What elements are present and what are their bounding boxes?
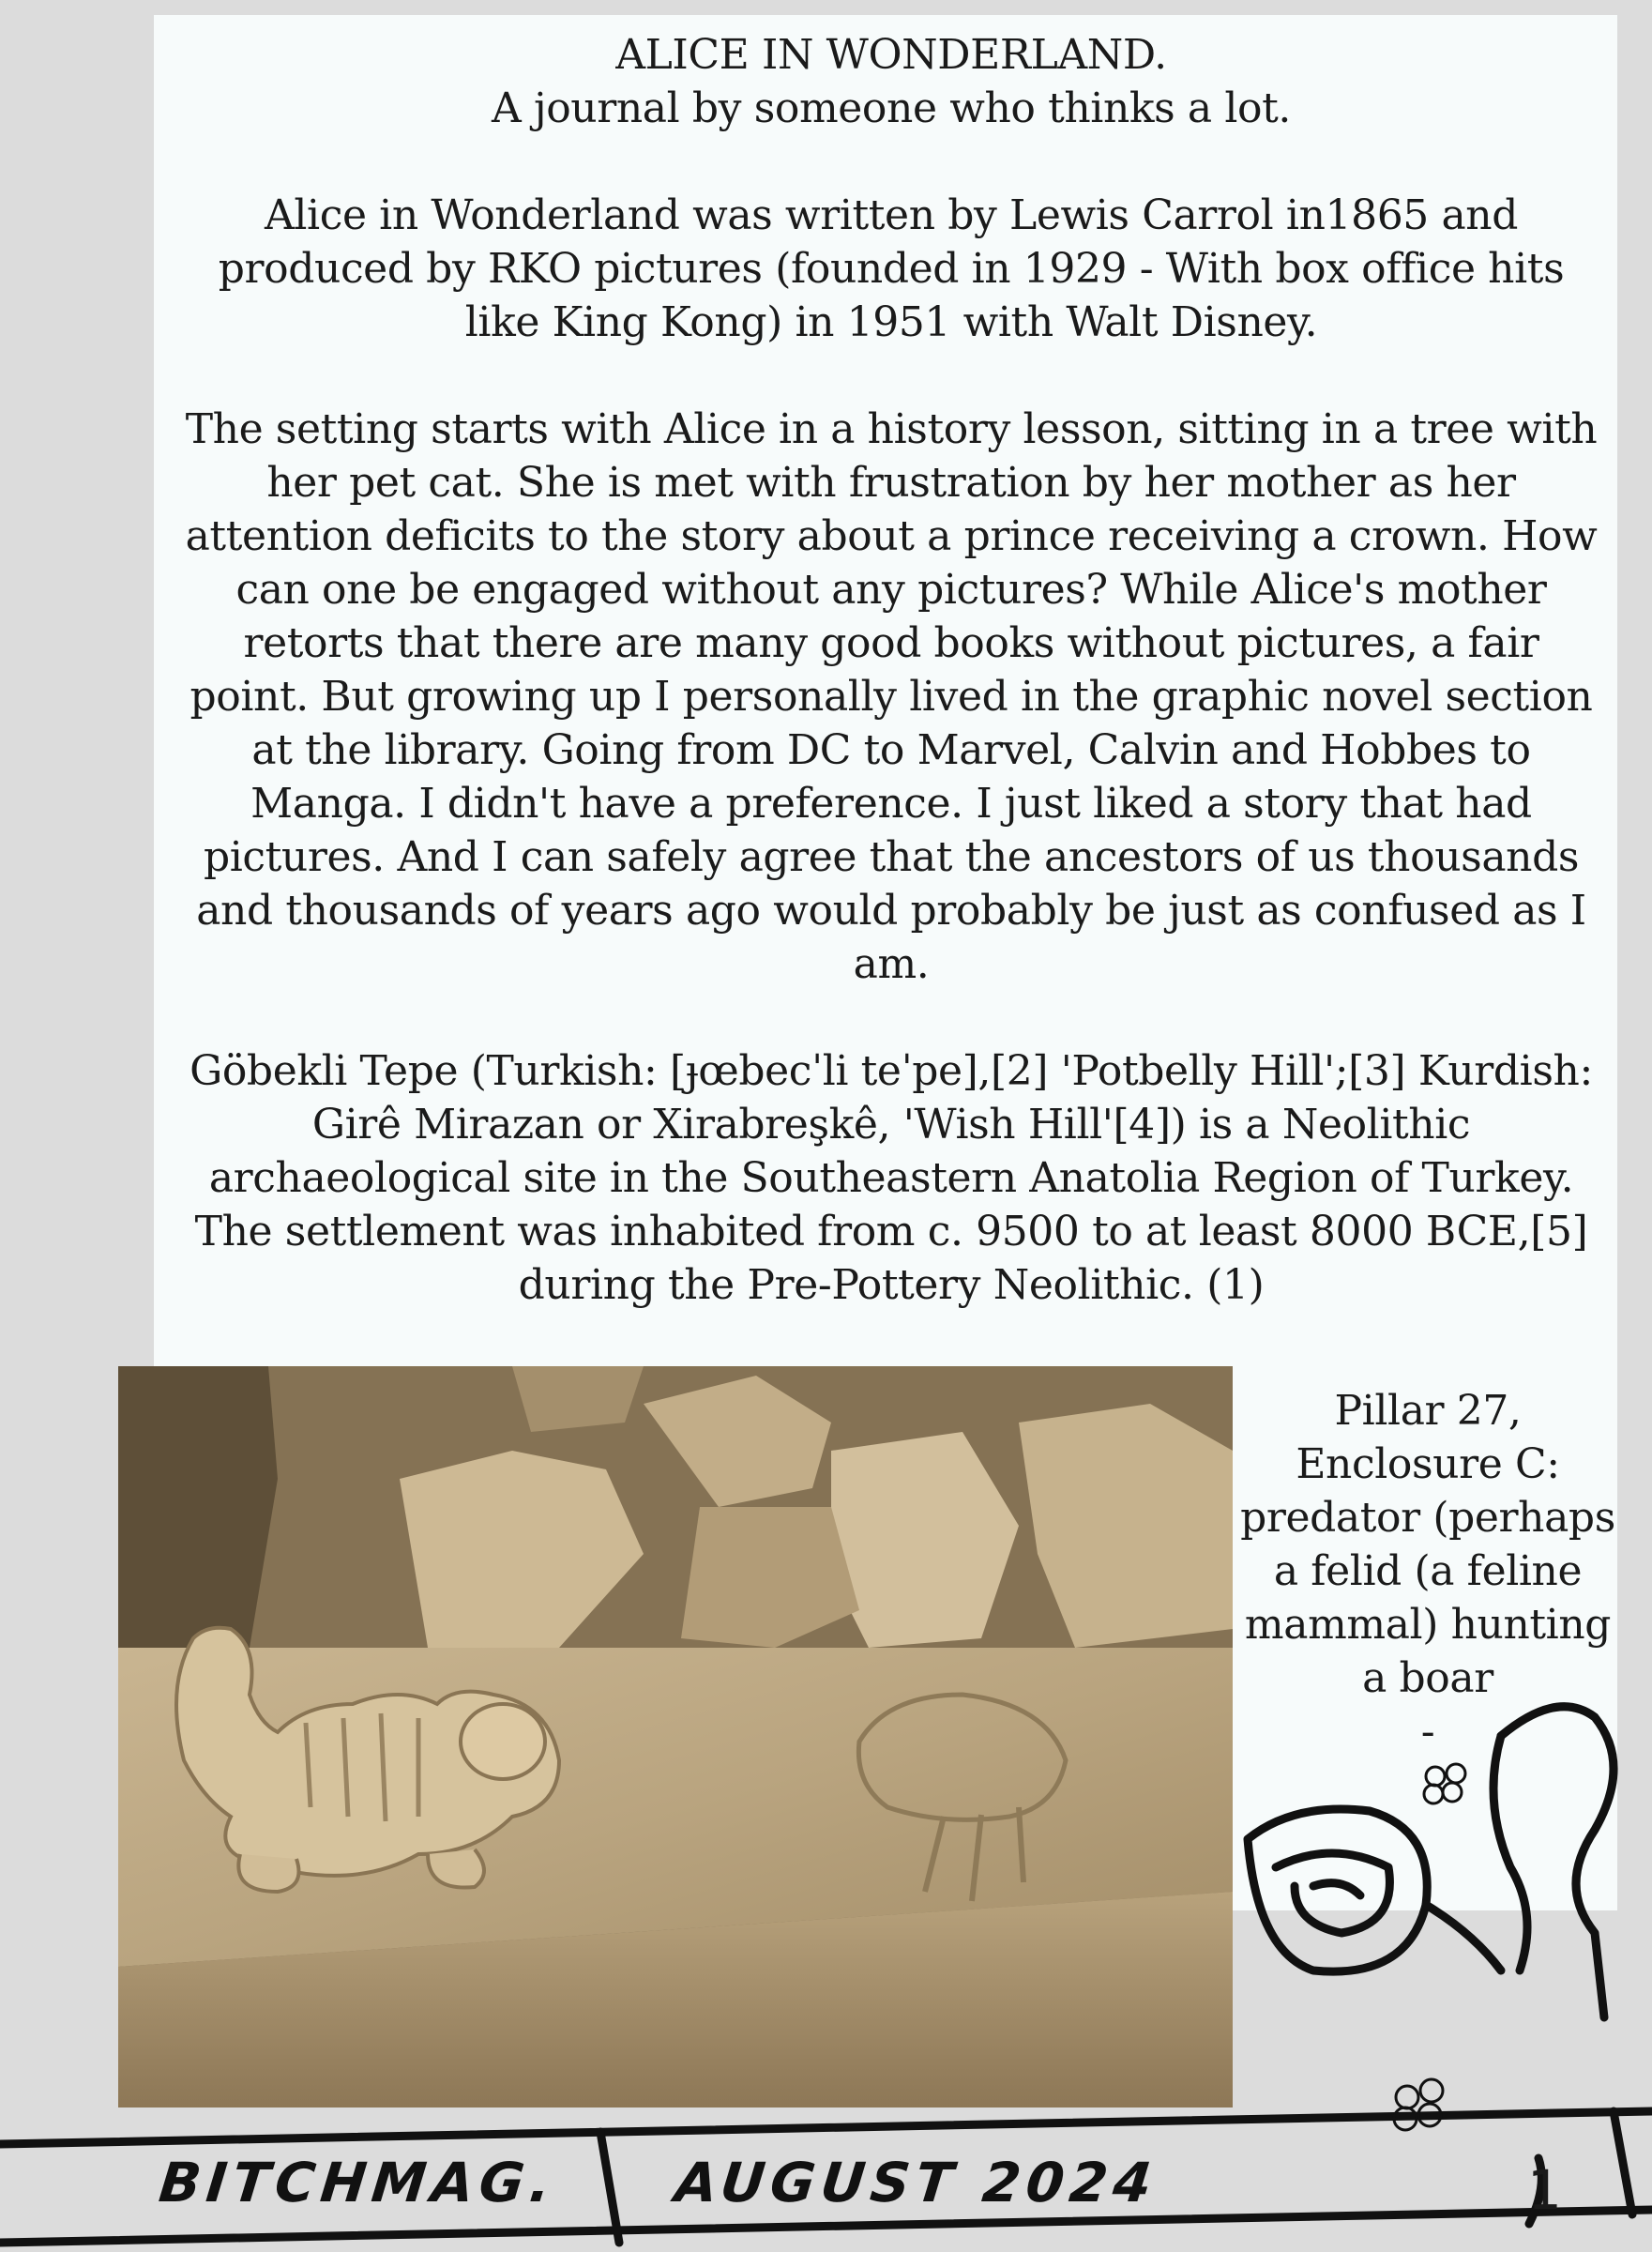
page-title: ALICE IN WONDERLAND. [615,31,1167,79]
paragraph-setting: The setting starts with Alice in a history lesson, sitting in a tree with her pet cat. She is met with frustration by her mother as her attention deficits to the story about a prince receiving a crown. How can one be engaged without any pictures? While Alice's mother retorts that there are many good books without pictures, a fair point. But growing up I personally lived in the graphic novel section at the library. Going from DC to Marvel, Calvin and Hobbes to Manga. I didn't have a preference. I just liked a story that had pictures. And I can safely agree that the ancestors of us thousands and thousands of years ago would probably be just as confused as I am. [185,405,1598,988]
photo-caption [1236,1384,1619,1758]
pillar-photo [118,1366,1233,2107]
banner-left-text: BITCHMAG. [156,2151,560,2214]
page-subtitle: A journal by someone who thinks a lot. [492,84,1291,132]
journal-text [178,28,1604,1312]
page-number: 1 [1527,2158,1562,2222]
paragraph-intro: Alice in Wonderland was written by Lewis Carrol in1865 and produced by RKO pictures (founded in 1929 - With box office hits like King Kong) in 1951 with Walt Disney. [218,191,1565,346]
caption-dash: - [1420,1708,1435,1756]
caption-text: Pillar 27, Enclosure C: predator (perhaps a felid (a feline mammal) hunting a boar [1240,1387,1615,1702]
banner-date-text: AUGUST 2024 [672,2151,1160,2214]
paragraph-gobekli-tepe: Göbekli Tepe (Turkish: [ɟœbecˈli teˈpe],[2] 'Potbelly Hill';[3] Kurdish: Girê Mirazan or Xirabreşkê, 'Wish Hill'[4]) is a Neolithic archaeological site in the Southeastern Anatolia Region of Turkey. The settlement was inhabited from c. 9500 to at least 8000 BCE,[5] during the Pre-Pottery Neolithic. (1) [189,1047,1593,1309]
